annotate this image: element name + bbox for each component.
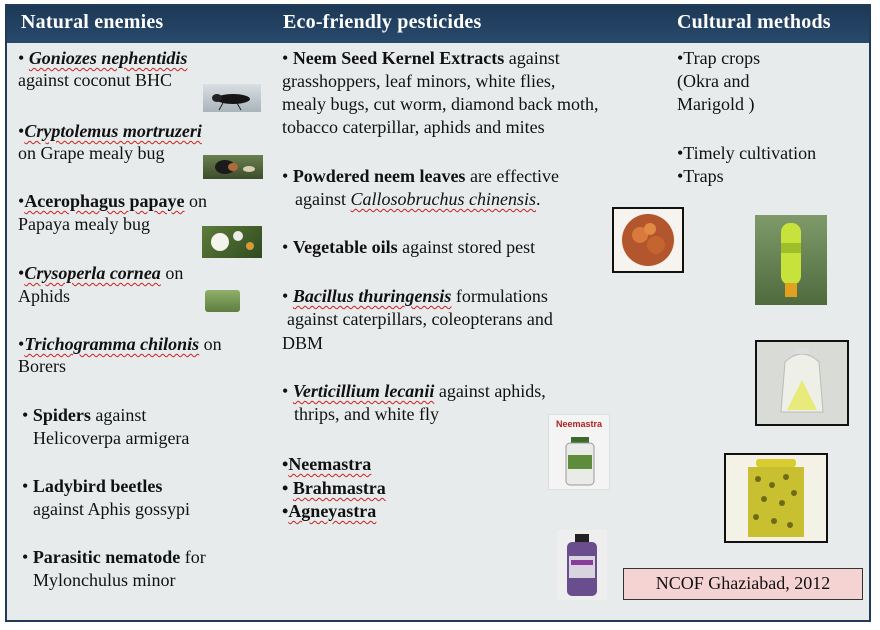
- trap-photo-2: [755, 340, 849, 426]
- enemy-5-line2: Borers: [18, 356, 66, 376]
- cultural-line3: Marigold ): [677, 94, 755, 114]
- cultural-line4: •Timely cultivation: [677, 143, 817, 163]
- powdered-line2: against Callosobruchus chinensis.: [295, 189, 541, 209]
- vert-line2: thrips, and white fly: [294, 404, 439, 424]
- enemy-1-line1: • Goniozes nephentidis: [18, 48, 188, 68]
- enemy-1-line2: against coconut BHC: [18, 70, 172, 90]
- vert-line1: • Verticillium lecanii against aphids,: [282, 381, 546, 401]
- enemy-2-line2: on Grape mealy bug: [18, 143, 165, 163]
- header-natural-enemies: Natural enemies: [21, 11, 164, 33]
- cultural-line1: •Trap crops: [677, 48, 761, 68]
- bt-line2: against caterpillars, coleopterans and: [287, 309, 553, 329]
- neem-seed-line3: mealy bugs, cut worm, diamond back moth,: [282, 94, 599, 114]
- bt-line3: DBM: [282, 333, 324, 353]
- neem-seed-line1: • Neem Seed Kernel Extracts against: [282, 48, 560, 68]
- bt-line1: • Bacillus thuringensis formulations: [282, 286, 548, 306]
- bottle-product: [557, 530, 607, 600]
- enemy-3-line2: Papaya mealy bug: [18, 214, 150, 234]
- enemy-name: Goniozes nephentidis: [28, 48, 188, 68]
- trap-photo-1: [755, 215, 827, 305]
- header-cultural: Cultural methods: [677, 11, 831, 33]
- product-label: Neemastra: [555, 419, 603, 429]
- enemy-5-line1: •Trichogramma chilonis on: [18, 334, 222, 354]
- powdered-line1: • Powdered neem leaves are effective: [282, 166, 560, 186]
- enemy-8-line2: Mylonchulus minor: [33, 570, 176, 590]
- header-bar: [7, 6, 869, 43]
- enemy-7-line1: • Ladybird beetles: [22, 476, 163, 496]
- astra-item-1: •Neemastra: [282, 454, 372, 474]
- source-badge: NCOF Ghaziabad, 2012: [623, 568, 863, 600]
- header-pesticides: Eco-friendly pesticides: [283, 11, 482, 33]
- beetle-photo: [203, 155, 263, 179]
- neem-seed-line2: grasshoppers, leaf minors, white flies,: [282, 71, 556, 91]
- astra-item-2: • Brahmastra: [282, 478, 386, 498]
- neemastra-product: [548, 414, 610, 490]
- enemy-8-line1: • Parasitic nematode for: [22, 547, 206, 567]
- flower-photo: [202, 226, 262, 258]
- enemy-4-line2: Aphids: [18, 286, 71, 306]
- enemy-6-line1: • Spiders against: [22, 405, 147, 425]
- enemy-2-line1: •Cryptolemus mortruzeri: [18, 121, 202, 141]
- trap-photo-3: [724, 453, 828, 543]
- wasp-photo: [203, 84, 261, 112]
- cultural-line5: •Traps: [677, 166, 724, 186]
- enemy-4-line1: •Crysoperla cornea on: [18, 263, 184, 283]
- lacewing-photo: [205, 290, 240, 312]
- neem-powder-photo: [612, 207, 684, 273]
- oils-line: • Vegetable oils against stored pest: [282, 237, 536, 257]
- enemy-3-line1: •Acerophagus papaye on: [18, 191, 208, 211]
- cultural-line2: (Okra and: [677, 71, 750, 91]
- astra-item-3: •Agneyastra: [282, 501, 377, 521]
- neem-seed-line4: tobacco caterpillar, aphids and mites: [282, 117, 545, 137]
- enemy-7-line2: against Aphis gossypi: [33, 499, 191, 519]
- enemy-6-line2: Helicoverpa armigera: [33, 428, 190, 448]
